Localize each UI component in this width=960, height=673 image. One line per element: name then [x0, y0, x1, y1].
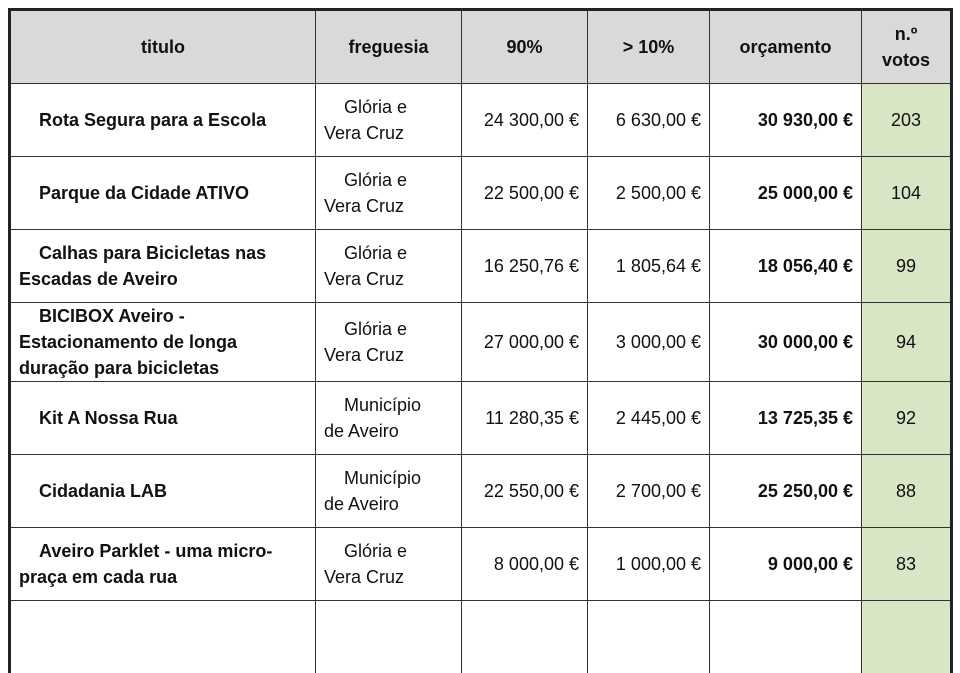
titulo-line: Aveiro Parklet - uma micro-	[19, 538, 307, 564]
freguesia-line: Vera Cruz	[324, 266, 453, 292]
freguesia-line: Glória e	[324, 316, 453, 342]
table-row	[10, 303, 952, 382]
table-row	[10, 230, 952, 303]
cell-empty	[462, 601, 588, 673]
cell-votos: 203	[862, 84, 952, 157]
titulo-line: Parque da Cidade ATIVO	[19, 180, 307, 206]
cell-titulo	[10, 528, 316, 601]
cell-empty	[316, 601, 462, 673]
freguesia-line: Vera Cruz	[324, 564, 453, 590]
header-freguesia: freguesia	[316, 10, 462, 84]
cell-orcamento: 9 000,00 €	[710, 528, 862, 601]
header-10-percent: > 10%	[588, 10, 710, 84]
cell-votos: 88	[862, 455, 952, 528]
cell-freguesia	[316, 230, 462, 303]
freguesia-line: Vera Cruz	[324, 193, 453, 219]
cell-orcamento: 30 000,00 €	[710, 303, 862, 382]
titulo-line: Kit A Nossa Rua	[19, 405, 307, 431]
cell-orcamento: 30 930,00 €	[710, 84, 862, 157]
freguesia-line: Vera Cruz	[324, 342, 453, 368]
cell-titulo	[10, 84, 316, 157]
titulo-line: praça em cada rua	[19, 564, 307, 590]
cell-votos: 92	[862, 382, 952, 455]
cell-orcamento: 25 250,00 €	[710, 455, 862, 528]
table-row	[10, 382, 952, 455]
freguesia-line: Glória e	[324, 240, 453, 266]
cell-empty	[10, 601, 316, 673]
titulo-line: Cidadania LAB	[19, 478, 307, 504]
cell-10-percent: 3 000,00 €	[588, 303, 710, 382]
freguesia-line: Glória e	[324, 538, 453, 564]
cell-90-percent: 24 300,00 €	[462, 84, 588, 157]
freguesia-line: Vera Cruz	[324, 120, 453, 146]
cell-orcamento: 18 056,40 €	[710, 230, 862, 303]
cell-empty	[710, 601, 862, 673]
cell-10-percent: 2 445,00 €	[588, 382, 710, 455]
cell-freguesia	[316, 303, 462, 382]
cell-freguesia	[316, 382, 462, 455]
table-row	[10, 455, 952, 528]
budget-table	[8, 8, 953, 673]
cell-titulo	[10, 230, 316, 303]
header-titulo: titulo	[10, 10, 316, 84]
cell-90-percent: 22 550,00 €	[462, 455, 588, 528]
cell-freguesia	[316, 528, 462, 601]
cell-90-percent: 8 000,00 €	[462, 528, 588, 601]
cell-90-percent: 16 250,76 €	[462, 230, 588, 303]
cell-empty	[588, 601, 710, 673]
table-row	[10, 84, 952, 157]
titulo-line: Rota Segura para a Escola	[19, 107, 307, 133]
cell-titulo	[10, 455, 316, 528]
header-row	[10, 10, 952, 84]
header-votos	[862, 10, 952, 84]
freguesia-line: Glória e	[324, 167, 453, 193]
cell-orcamento: 25 000,00 €	[710, 157, 862, 230]
header-90-percent: 90%	[462, 10, 588, 84]
cell-90-percent: 27 000,00 €	[462, 303, 588, 382]
cell-10-percent: 6 630,00 €	[588, 84, 710, 157]
freguesia-line: de Aveiro	[324, 491, 453, 517]
header-votos-line2: votos	[870, 47, 942, 73]
table-row-cutoff	[10, 601, 952, 673]
cell-votos: 99	[862, 230, 952, 303]
cell-votos: 104	[862, 157, 952, 230]
cell-freguesia	[316, 157, 462, 230]
header-orcamento: orçamento	[710, 10, 862, 84]
cell-freguesia	[316, 84, 462, 157]
table-row	[10, 157, 952, 230]
freguesia-line: Município	[324, 465, 453, 491]
titulo-line: Escadas de Aveiro	[19, 266, 307, 292]
titulo-line: BICIBOX Aveiro -	[19, 303, 307, 329]
titulo-line: Estacionamento de longa	[19, 329, 307, 355]
cell-10-percent: 1 805,64 €	[588, 230, 710, 303]
cell-votos: 94	[862, 303, 952, 382]
header-votos-line1: n.º	[870, 21, 942, 47]
cell-10-percent: 2 700,00 €	[588, 455, 710, 528]
freguesia-line: de Aveiro	[324, 418, 453, 444]
cell-titulo	[10, 303, 316, 382]
cell-90-percent: 22 500,00 €	[462, 157, 588, 230]
freguesia-line: Município	[324, 392, 453, 418]
freguesia-line: Glória e	[324, 94, 453, 120]
cell-10-percent: 2 500,00 €	[588, 157, 710, 230]
titulo-line: duração para bicicletas	[19, 355, 307, 381]
cell-90-percent: 11 280,35 €	[462, 382, 588, 455]
cell-orcamento: 13 725,35 €	[710, 382, 862, 455]
cell-titulo	[10, 382, 316, 455]
titulo-line: Calhas para Bicicletas nas	[19, 240, 307, 266]
cell-10-percent: 1 000,00 €	[588, 528, 710, 601]
cell-votos: 83	[862, 528, 952, 601]
cell-empty	[862, 601, 952, 673]
table-row	[10, 528, 952, 601]
cell-titulo	[10, 157, 316, 230]
cell-freguesia	[316, 455, 462, 528]
